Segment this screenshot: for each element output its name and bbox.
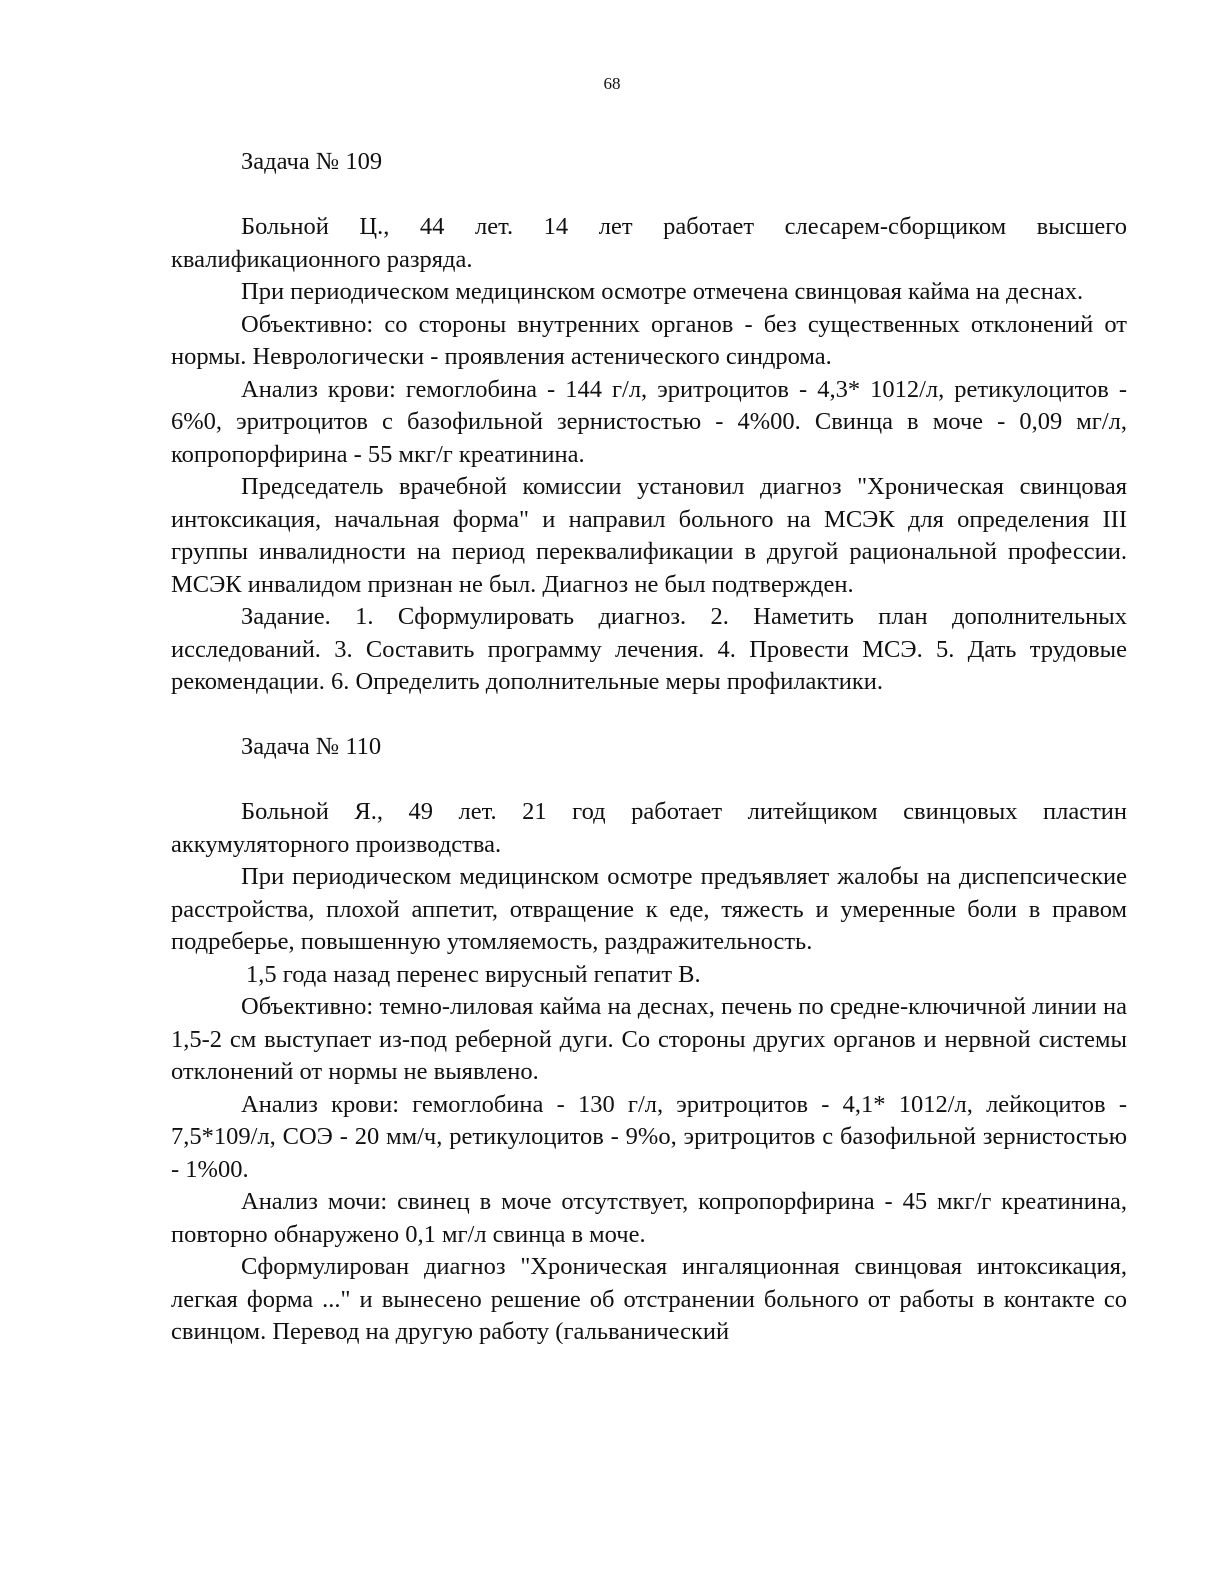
paragraph: Объективно: темно-лиловая кайма на деснах, печень по средне-ключичной линии на 1,5-2 см выступает из-под реберной дуги. Со стороны других органов и нервной системы отклонений от нормы не выявлено. — [171, 993, 1127, 1085]
page-number: 68 — [603, 74, 621, 93]
paragraph: При периодическом медицинском осмотре предъявляет жалобы на диспепсические расстройства, плохой аппетит, отвращение к еде, тяжесть и умеренные боли в правом подреберье, повышенную утомляемость, раздражительность. — [171, 863, 1127, 955]
task-109 — [171, 146, 1127, 699]
task-110 — [171, 731, 1127, 1349]
paragraph: Объективно: со стороны внутренних органов - без существенных отклонений от нормы. Неврологически - проявления астенического синдрома. — [171, 310, 1127, 370]
paragraph: Анализ крови: гемоглобина - 130 г/л, эритроцитов - 4,1* 1012/л, лейкоцитов - 7,5*109/л, СОЭ - 20 мм/ч, ретикулоцитов - 9%о, эритроцитов с базофильной зернистостью - 1%00. — [171, 1090, 1127, 1183]
task-title: Задача № 109 — [241, 148, 383, 175]
paragraph: 1,5 года назад перенес вирусный гепатит В. — [246, 960, 701, 988]
paragraph: Больной Я., 49 лет. 21 год работает литейщиком свинцовых пластин аккумуляторного производства. — [171, 798, 1127, 858]
paragraph: Сформулирован диагноз "Хроническая ингаляционная свинцовая интоксикация, легкая форма ..." и вынесено решение об отстранении больного от работы в контакте со свинцом. Перевод на другую работу (гальванический — [171, 1253, 1127, 1345]
paragraph: Председатель врачебной комиссии установил диагноз "Хроническая свинцовая интоксикация, начальная форма" и направил больного на МСЭК для определения III группы инвалидности на период переквалификации в другой рациональной профессии. МСЭК инвалидом признан не был. Диагноз не был подтвержден. — [171, 473, 1127, 598]
paragraph: Анализ крови: гемоглобина - 144 г/л, эритроцитов - 4,3* 1012/л, ретикулоцитов - 6%0, эритроцитов с базофильной зернистостью - 4%00. Свинца в моче - 0,09 мг/л, копропорфирина - 55 мкг/г креатинина. — [171, 375, 1127, 468]
paragraph: Задание. 1. Сформулировать диагноз. 2. Наметить план дополнительных исследований. 3. Составить программу лечения. 4. Провести МСЭ. 5. Дать трудовые рекомендации. 6. Определить дополнительные меры профилактики. — [171, 603, 1127, 695]
document-body — [171, 146, 1127, 1349]
paragraph: Больной Ц., 44 лет. 14 лет работает слесарем-сборщиком высшего квалификационного разряда. — [171, 213, 1127, 273]
paragraph: При периодическом медицинском осмотре отмечена свинцовая кайма на деснах. — [241, 278, 1084, 305]
paragraph: Анализ мочи: свинец в моче отсутствует, копропорфирина - 45 мкг/г креатинина, повторно обнаружено 0,1 мг/л свинца в моче. — [171, 1188, 1127, 1248]
task-title: Задача № 110 — [241, 733, 382, 760]
